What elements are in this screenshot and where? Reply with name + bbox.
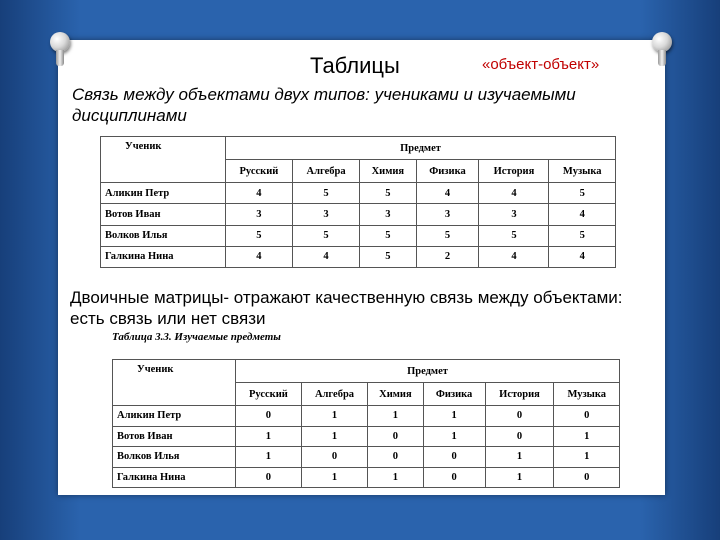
table-row xyxy=(101,183,616,204)
grade-cell: 5 xyxy=(549,183,616,204)
grade-cell: 5 xyxy=(416,225,479,246)
student-name: Вотов Иван xyxy=(113,426,236,447)
binary-cell: 1 xyxy=(301,467,367,488)
grade-cell: 3 xyxy=(479,204,549,225)
grade-cell: 5 xyxy=(292,183,359,204)
subject-header: История xyxy=(479,160,549,183)
table-row xyxy=(113,426,620,447)
grade-cell: 5 xyxy=(360,183,416,204)
binary-cell: 1 xyxy=(301,426,367,447)
page-subtitle: «объект-объект» xyxy=(482,56,600,73)
table-row xyxy=(101,204,616,225)
binary-cell: 0 xyxy=(554,467,620,488)
subject-header: Музыка xyxy=(549,160,616,183)
student-name: Аликин Петр xyxy=(113,406,236,427)
binary-cell: 1 xyxy=(485,447,554,468)
subject-header: История xyxy=(485,383,554,406)
table-row xyxy=(113,447,620,468)
subject-header: Русский xyxy=(236,383,302,406)
binary-cell: 0 xyxy=(554,406,620,427)
subject-header: Алгебра xyxy=(301,383,367,406)
page-title: Таблицы xyxy=(310,53,400,78)
table-row xyxy=(113,467,620,488)
student-header: Ученик xyxy=(113,360,236,406)
binary-cell: 1 xyxy=(423,426,485,447)
subject-group-header: Предмет xyxy=(226,137,616,160)
student-header: Ученик xyxy=(101,137,226,183)
binary-cell: 0 xyxy=(423,447,485,468)
table-caption: Таблица 3.3. Изучаемые предметы xyxy=(112,331,281,343)
grade-cell: 4 xyxy=(292,246,359,267)
student-name: Волков Илья xyxy=(113,447,236,468)
pushpin-right-icon xyxy=(652,32,672,52)
subject-header: Русский xyxy=(226,160,293,183)
grade-cell: 5 xyxy=(226,225,293,246)
table-row xyxy=(101,225,616,246)
grade-cell: 4 xyxy=(416,183,479,204)
grade-cell: 4 xyxy=(549,204,616,225)
binary-cell: 1 xyxy=(368,467,423,488)
binary-table xyxy=(112,359,620,488)
student-name: Волков Илья xyxy=(101,225,226,246)
table-row xyxy=(101,246,616,267)
subject-header: Алгебра xyxy=(292,160,359,183)
binary-cell: 0 xyxy=(236,467,302,488)
grade-cell: 3 xyxy=(416,204,479,225)
binary-cell: 1 xyxy=(236,426,302,447)
grade-cell: 4 xyxy=(226,246,293,267)
binary-cell: 0 xyxy=(485,406,554,427)
grade-cell: 4 xyxy=(479,246,549,267)
subject-header: Музыка xyxy=(554,383,620,406)
grade-cell: 5 xyxy=(360,246,416,267)
subject-header: Физика xyxy=(416,160,479,183)
grade-cell: 3 xyxy=(360,204,416,225)
binary-cell: 0 xyxy=(368,447,423,468)
binary-cell: 1 xyxy=(236,447,302,468)
grade-cell: 5 xyxy=(549,225,616,246)
grade-cell: 4 xyxy=(549,246,616,267)
grade-cell: 4 xyxy=(479,183,549,204)
subject-header: Химия xyxy=(368,383,423,406)
description-text: Связь между объектами двух типов: учениками и изучаемыми дисциплинами xyxy=(72,85,576,125)
grade-cell: 4 xyxy=(226,183,293,204)
grades-table xyxy=(100,136,616,268)
grade-cell: 3 xyxy=(292,204,359,225)
binary-cell: 0 xyxy=(301,447,367,468)
grade-cell: 3 xyxy=(226,204,293,225)
binary-cell: 1 xyxy=(554,447,620,468)
binary-cell: 1 xyxy=(554,426,620,447)
subject-group-header: Предмет xyxy=(236,360,620,383)
binary-cell: 1 xyxy=(368,406,423,427)
binary-cell: 0 xyxy=(368,426,423,447)
table-header-row xyxy=(113,360,620,383)
binary-cell: 1 xyxy=(485,467,554,488)
pushpin-left-icon xyxy=(50,32,70,52)
table-header-row xyxy=(101,137,616,160)
student-name: Аликин Петр xyxy=(101,183,226,204)
grade-cell: 5 xyxy=(479,225,549,246)
grade-cell: 5 xyxy=(360,225,416,246)
binary-cell: 1 xyxy=(301,406,367,427)
binary-cell: 0 xyxy=(236,406,302,427)
student-name: Галкина Нина xyxy=(101,246,226,267)
binary-cell: 1 xyxy=(423,406,485,427)
binary-matrix-text: Двоичные матрицы- отражают качественную связь между объектами: есть связь или нет связи xyxy=(70,288,623,328)
grade-cell: 5 xyxy=(292,225,359,246)
table-row xyxy=(113,406,620,427)
grade-cell: 2 xyxy=(416,246,479,267)
subject-header: Физика xyxy=(423,383,485,406)
student-name: Вотов Иван xyxy=(101,204,226,225)
binary-cell: 0 xyxy=(485,426,554,447)
subject-header: Химия xyxy=(360,160,416,183)
student-name: Галкина Нина xyxy=(113,467,236,488)
binary-cell: 0 xyxy=(423,467,485,488)
